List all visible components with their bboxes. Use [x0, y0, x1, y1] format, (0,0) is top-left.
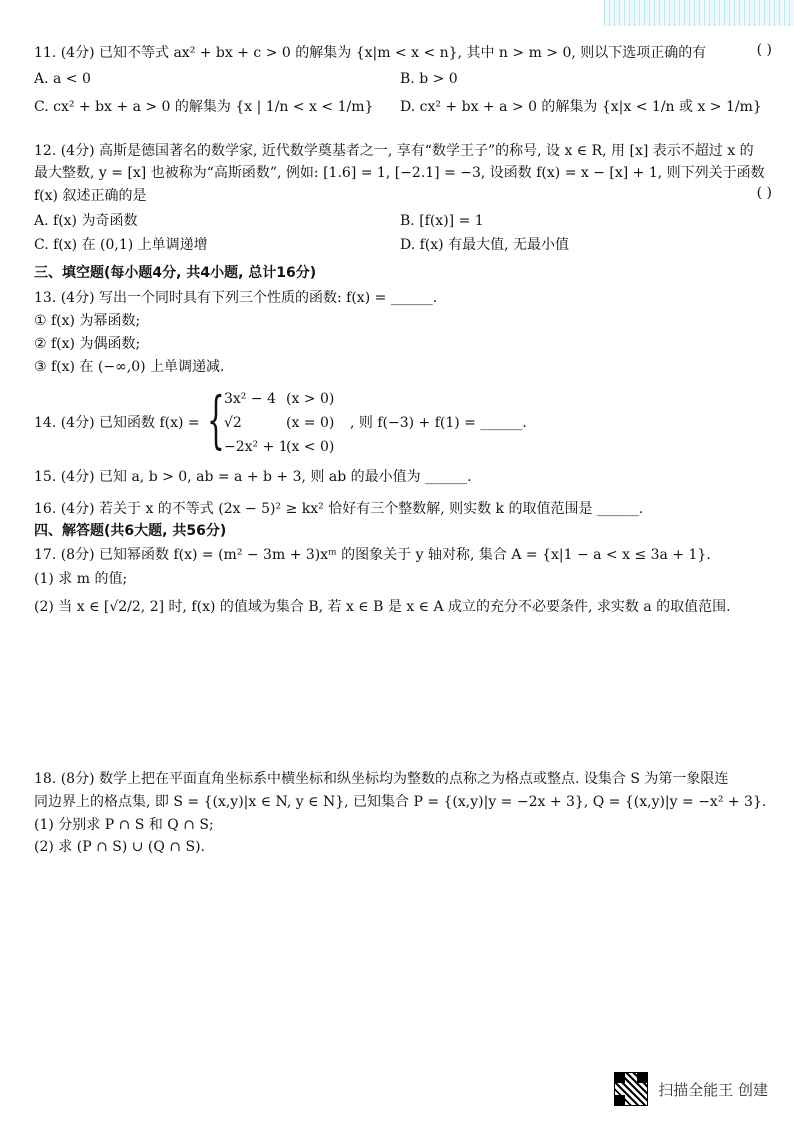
- q12-option-b: B. [f(x)] = 1: [400, 213, 484, 229]
- q17-part-1: (1) 求 m 的值;: [34, 571, 128, 587]
- q13-stem: 13. (4分) 写出一个同时具有下列三个性质的函数: f(x) = ______.: [34, 290, 438, 306]
- q11-answer-paren: ( ): [756, 42, 772, 58]
- q14-brace: {: [207, 383, 225, 456]
- q14-piecewise: [34, 383, 634, 460]
- q14-cond-3: (x < 0): [286, 439, 335, 455]
- q12-option-c: C. f(x) 在 (0,1) 上单调递增: [34, 237, 208, 253]
- q12-option-a: A. f(x) 为奇函数: [34, 213, 138, 229]
- section-3-heading: 三、填空题(每小题4分, 共4小题, 总计16分): [34, 265, 317, 281]
- q15-stem: 15. (4分) 已知 a, b > 0, ab = a + b + 3, 则 ab 的最小值为 ______.: [34, 469, 472, 485]
- section-4-heading: 四、解答题(共6大题, 共56分): [34, 523, 227, 539]
- q13-property-1: ① f(x) 为幂函数;: [34, 313, 141, 329]
- q14-cond-2: (x = 0): [286, 415, 335, 431]
- q14-case-3: −2x² + 1: [224, 439, 288, 455]
- q18-part-2: (2) 求 (P ∩ S) ∪ (Q ∩ S).: [34, 839, 206, 855]
- q14-case-1: 3x² − 4: [224, 391, 276, 407]
- q11-option-d: D. cx² + bx + a > 0 的解集为 {x|x < 1/n 或 x > 1/m}: [400, 99, 762, 115]
- q11-option-b: B. b > 0: [400, 71, 458, 87]
- scanner-watermark: [614, 1072, 768, 1106]
- q14-prefix: 14. (4分) 已知函数 f(x) =: [34, 415, 200, 431]
- scanner-watermark-text: 扫描全能王 创建: [658, 1080, 768, 1099]
- qr-code-icon: [614, 1072, 648, 1106]
- q16-stem: 16. (4分) 若关于 x 的不等式 (2x − 5)² ≥ kx² 恰好有三个整数解, 则实数 k 的取值范围是 ______.: [34, 501, 644, 517]
- q18-line-2: 同边界上的格点集, 即 S = {(x,y)|x ∈ N, y ∈ N}, 已知集合 P = {(x,y)|y = −2x + 3}, Q = {(x,y)|y = −x² + 3}.: [34, 794, 767, 810]
- q12-line-3: f(x) 叙述正确的是: [34, 188, 147, 204]
- q12-answer-paren: ( ): [756, 185, 772, 201]
- q11-stem: 11. (4分) 已知不等式 ax² + bx + c > 0 的解集为 {x|m < x < n}, 其中 n > m > 0, 则以下选项正确的有: [34, 45, 707, 61]
- q14-cond-1: (x > 0): [286, 391, 335, 407]
- corner-decoration: [604, 0, 794, 26]
- q18-part-1: (1) 分别求 P ∩ S 和 Q ∩ S;: [34, 817, 214, 833]
- q17-part-2: (2) 当 x ∈ [√2/2, 2] 时, f(x) 的值域为集合 B, 若 x ∈ B 是 x ∈ A 成立的充分不必要条件, 求实数 a 的取值范围.: [34, 599, 731, 615]
- q14-case-2: √2: [224, 415, 242, 431]
- q14-suffix: , 则 f(−3) + f(1) = ______.: [350, 415, 527, 431]
- q17-stem: 17. (8分) 已知幂函数 f(x) = (m² − 3m + 3)xᵐ 的图象关于 y 轴对称, 集合 A = {x|1 − a < x ≤ 3a + 1}.: [34, 547, 711, 563]
- q12-line-2: 最大整数, y = [x] 也被称为“高斯函数”, 例如: [1.6] = 1, [−2.1] = −3, 设函数 f(x) = x − [x] + 1, 则下列关于函数: [34, 165, 765, 181]
- q13-property-3: ③ f(x) 在 (−∞,0) 上单调递减.: [34, 359, 225, 375]
- q11-option-a: A. a < 0: [34, 71, 91, 87]
- q13-property-2: ② f(x) 为偶函数;: [34, 336, 141, 352]
- q12-line-1: 12. (4分) 高斯是德国著名的数学家, 近代数学奠基者之一, 享有“数学王子”的称号, 设 x ∈ R, 用 [x] 表示不超过 x 的: [34, 143, 754, 159]
- q12-option-d: D. f(x) 有最大值, 无最小值: [400, 237, 569, 253]
- q11-option-c: C. cx² + bx + a > 0 的解集为 {x | 1/n < x < 1/m}: [34, 99, 374, 115]
- q18-line-1: 18. (8分) 数学上把在平面直角坐标系中横坐标和纵坐标均为整数的点称之为格点或整点. 设集合 S 为第一象限连: [34, 771, 729, 787]
